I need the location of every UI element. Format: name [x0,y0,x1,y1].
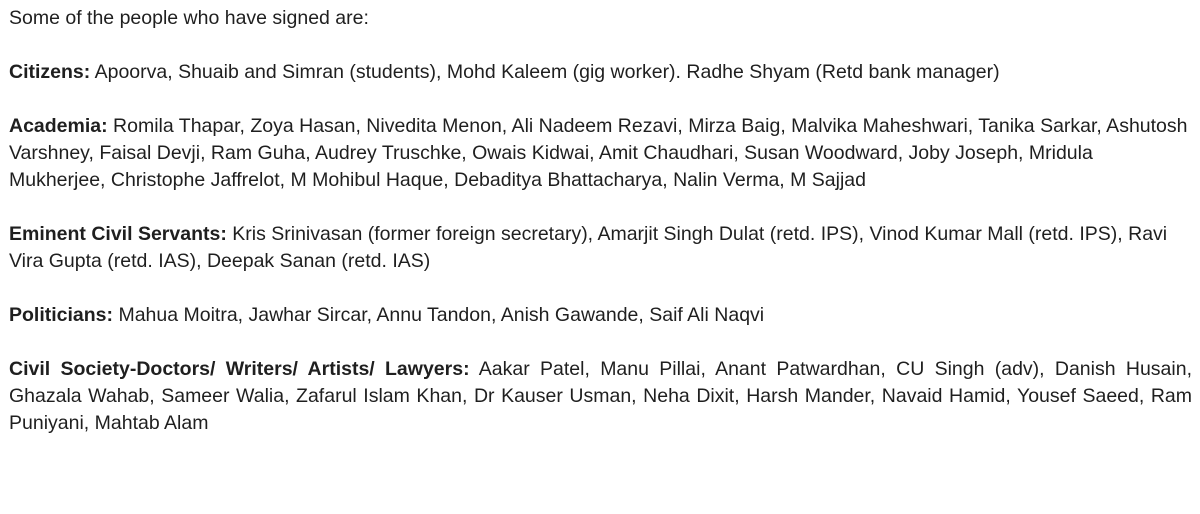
intro-text: Some of the people who have signed are: [9,7,369,29]
section-civil-servants [9,221,1192,275]
section-label-politicians: Politicians: [9,304,114,326]
section-label-civil-servants: Eminent Civil Servants: [9,223,227,245]
section-label-civil-society: Civil Society-Doctors/ Writers/ Artists/ Lawyers: [9,358,470,380]
section-academia [9,113,1192,194]
section-text-academia: Romila Thapar, Zoya Hasan, Nivedita Menon, Ali Nadeem Rezavi, Mirza Baig, Malvika Maheshwari, Tanika Sarkar, Ashutosh Varshney, Faisal Devji, Ram Guha, Audrey Truschke, Owais Kidwai, Amit Chaudhari, Susan Woodward, Joby Joseph, Mridula Mukherjee, Christophe Jaffrelot, M Mohibul Haque, Debaditya Bhattacharya, Nalin Verma, M Sajjad [9,115,1188,191]
signatories-document [9,5,1192,437]
section-text-politicians: Mahua Moitra, Jawhar Sircar, Annu Tandon, Anish Gawande, Saif Ali Naqvi [118,304,765,326]
section-label-citizens: Citizens: [9,61,91,83]
section-politicians [9,302,1192,329]
section-civil-society [9,356,1192,437]
section-text-civil-society: Aakar Patel, Manu Pillai, Anant Patwardhan, CU Singh (adv), Danish Husain, Ghazala Wahab, Sameer Walia, Zafarul Islam Khan, Dr Kauser Usman, Neha Dixit, Harsh Mander, Navaid Hamid, Yousef Saeed, Ram Puniyani, Mahtab Alam [9,358,1192,434]
section-text-civil-servants: Kris Srinivasan (former foreign secretary), Amarjit Singh Dulat (retd. IPS), Vinod Kumar Mall (retd. IPS), Ravi Vira Gupta (retd. IAS), Deepak Sanan (retd. IAS) [9,223,1168,272]
section-label-academia: Academia: [9,115,108,137]
section-text-citizens: Apoorva, Shuaib and Simran (students), Mohd Kaleem (gig worker). Radhe Shyam (Retd bank manager) [94,61,1000,83]
section-citizens [9,59,1192,86]
